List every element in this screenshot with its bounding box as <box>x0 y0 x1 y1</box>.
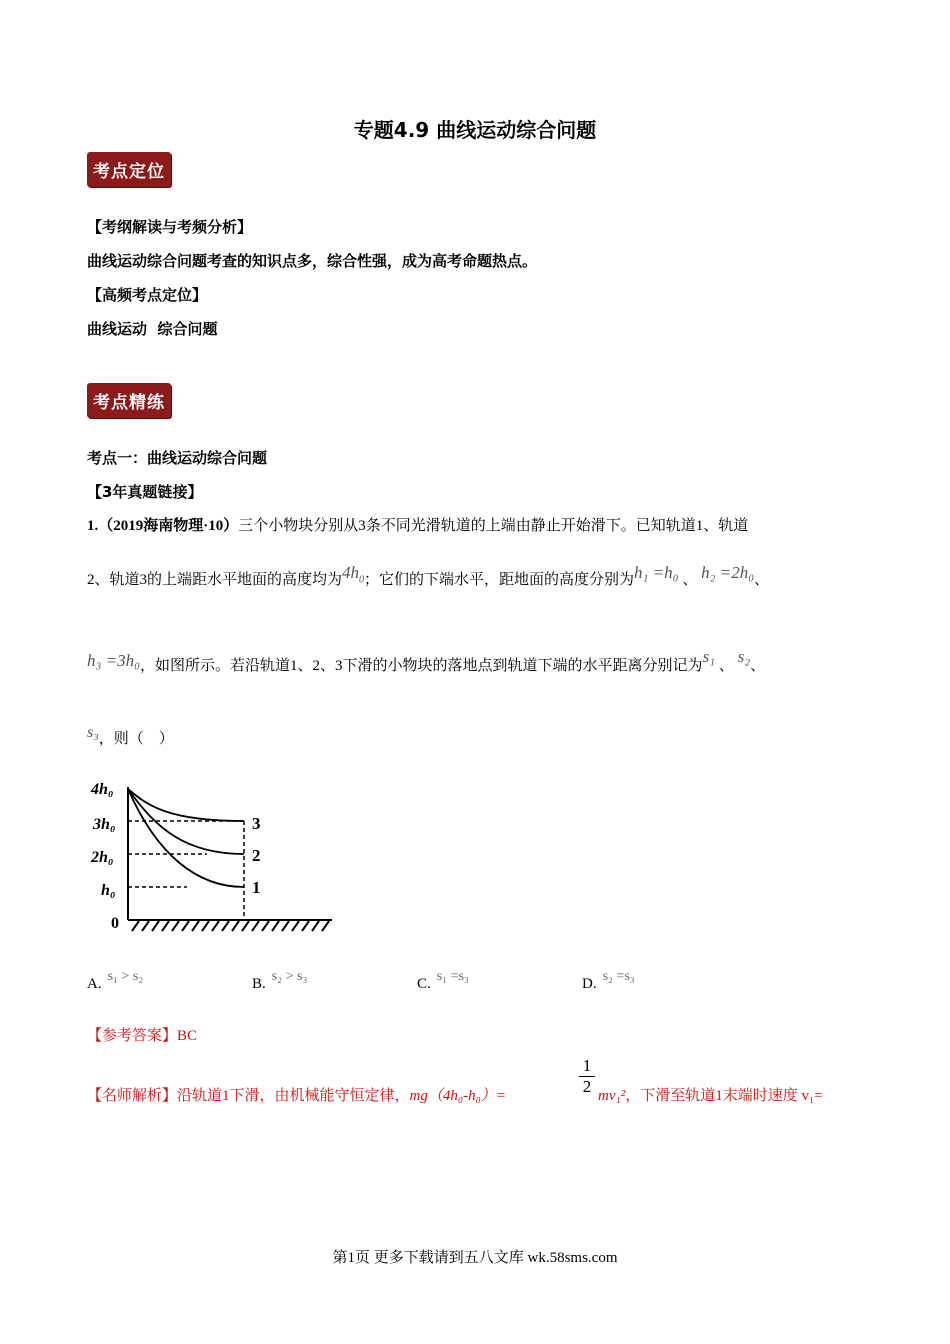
math-h1: h₁ =h₀ <box>634 563 679 582</box>
links-heading: 【3年真题链接】 <box>87 483 203 501</box>
section-heading-frequency: 【高频考点定位】 <box>87 286 208 304</box>
point-title: 考点一：曲线运动综合问题 <box>87 449 268 467</box>
section-heading-syllabus: 【考纲解读与考频分析】 <box>87 218 253 236</box>
question-source: （2019海南物理·10） <box>98 518 239 534</box>
option-d[interactable]: D. s₂ =s₃ <box>582 969 635 992</box>
question-number: 1. <box>87 518 99 534</box>
answer-line <box>87 1024 197 1045</box>
track-label-1: 1 <box>252 878 261 897</box>
math-s2: s₂ <box>737 647 751 666</box>
math-s1: s₁ <box>702 647 716 666</box>
track-1 <box>128 789 244 887</box>
y-label-4h0: 4h₀ <box>91 781 114 798</box>
fraction-half: 1 2 <box>579 1056 595 1097</box>
ground-hatching <box>132 921 329 931</box>
answer-label: 【参考答案】 <box>87 1028 178 1044</box>
option-b[interactable]: B. s₂ > s₃ <box>252 969 308 992</box>
y-label-h0: h₀ <box>101 882 116 899</box>
option-c[interactable]: C. s₁ =s₃ <box>417 969 469 992</box>
section-text-frequency: 曲线运动 综合问题 <box>87 320 218 338</box>
analysis-label: 【名师解析】 <box>87 1088 178 1104</box>
answer-value: BC <box>177 1028 198 1044</box>
question-line-2: 2、轨道3的上端距水平地面的高度均为$4h_0$；它们的下端水平，距地面的高度分别为h₁ =h₀ 、 h₂ =2h₀、 <box>87 563 770 588</box>
track-label-3: 3 <box>252 814 261 833</box>
question-line-1: 1.（2019海南物理·10）三个小物块分别从3条不同光滑轨道的上端由静止开始滑下。已知轨道1、轨道 <box>87 518 749 534</box>
question-line-4: s₃，则（ ） <box>87 724 174 747</box>
y-label-0: 0 <box>111 915 119 932</box>
math-4h0: $4h_0$ <box>342 563 365 586</box>
math-h3: h₃ =3h₀ <box>87 651 141 670</box>
section-text-syllabus: 曲线运动综合问题考查的知识点多，综合性强，成为高考命题热点。 <box>87 252 538 270</box>
badge-exam-point: 考点定位 <box>87 152 171 187</box>
track-figure <box>87 775 337 935</box>
math-s3: s₃ <box>87 724 99 741</box>
page-title: 专题4.9 曲线运动综合问题 <box>353 118 597 142</box>
y-label-2h0: 2h₀ <box>91 849 114 866</box>
question-line-3: h₃ =3h₀，如图所示。若沿轨道1、2、3下滑的小物块的落地点到轨道下端的水平距离分别记为s₁ 、 s₂、 <box>87 647 766 674</box>
analysis-line-tail: mv₁²，下滑至轨道1末端时速度 v₁= <box>598 1088 823 1104</box>
track-3 <box>128 789 244 821</box>
y-label-3h0: 3h₀ <box>93 816 116 833</box>
badge-practice: 考点精练 <box>87 383 171 418</box>
track-label-2: 2 <box>252 846 261 865</box>
page-footer: 第1页 更多下载请到五八文库 wk.58sms.com <box>332 1250 618 1266</box>
math-h2: h₂ =2h₀ <box>701 563 755 582</box>
analysis-line: 【名师解析】沿轨道1下滑，由机械能守恒定律，mg（4h₀-h₀）= <box>87 1088 506 1104</box>
option-a[interactable]: A. s₁ > s₂ <box>87 969 144 992</box>
